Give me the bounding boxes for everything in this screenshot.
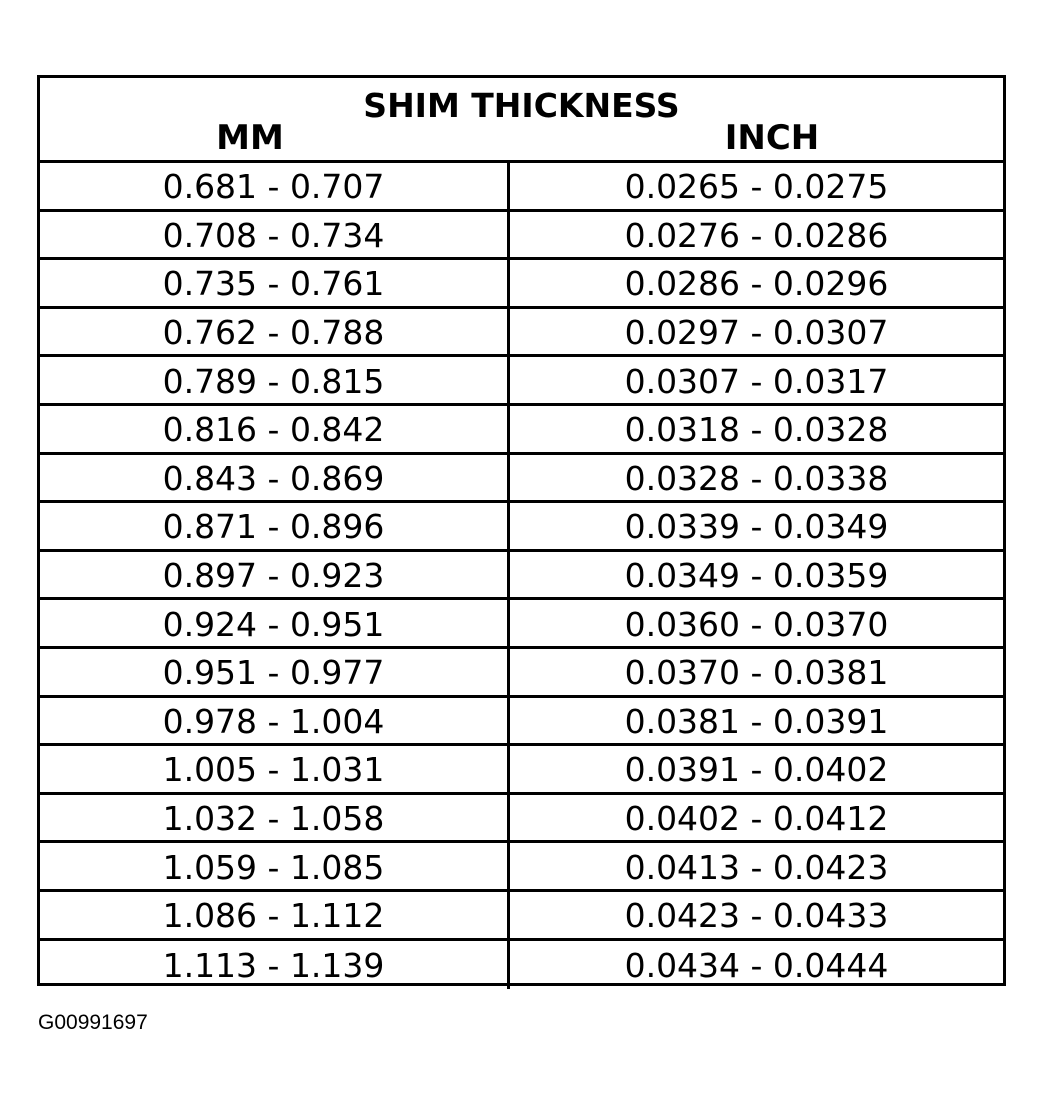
cell-inch: 0.0370 - 0.0381 <box>624 653 889 693</box>
cell-mm: 1.086 - 1.112 <box>40 892 510 938</box>
cell-mm: 0.762 - 0.788 <box>40 309 510 355</box>
cell-mm: 1.113 - 1.139 <box>40 941 510 990</box>
cell-mm: 0.681 - 0.707 <box>40 163 510 209</box>
table-row <box>40 600 1003 649</box>
table-row <box>40 406 1003 455</box>
table-row <box>40 260 1003 309</box>
cell-mm: 0.708 - 0.734 <box>40 212 510 258</box>
column-header-mm: MM <box>216 118 284 158</box>
cell-mm: 1.032 - 1.058 <box>40 795 510 841</box>
table-row <box>40 649 1003 698</box>
table-row <box>40 309 1003 358</box>
cell-inch: 0.0391 - 0.0402 <box>624 750 889 790</box>
cell-inch: 0.0339 - 0.0349 <box>624 507 889 547</box>
shim-thickness-table <box>37 75 1006 986</box>
column-header-inch: INCH <box>724 118 820 158</box>
cell-inch: 0.0434 - 0.0444 <box>624 946 889 986</box>
cell-inch: 0.0381 - 0.0391 <box>624 701 889 741</box>
table-row <box>40 795 1003 844</box>
table-body <box>40 163 1003 989</box>
cell-inch: 0.0349 - 0.0359 <box>624 556 889 596</box>
figure-reference-id: G00991697 <box>38 1011 148 1034</box>
cell-mm: 0.924 - 0.951 <box>40 600 510 646</box>
table-title: SHIM THICKNESS <box>363 86 680 125</box>
cell-mm: 0.789 - 0.815 <box>40 357 510 403</box>
cell-inch: 0.0276 - 0.0286 <box>624 215 889 255</box>
cell-inch: 0.0413 - 0.0423 <box>624 847 889 887</box>
cell-inch: 0.0360 - 0.0370 <box>624 604 889 644</box>
table-row <box>40 455 1003 504</box>
table-row <box>40 941 1003 990</box>
cell-mm: 1.005 - 1.031 <box>40 746 510 792</box>
table-row <box>40 163 1003 212</box>
table-row <box>40 892 1003 941</box>
table-row <box>40 552 1003 601</box>
cell-mm: 1.059 - 1.085 <box>40 843 510 889</box>
cell-inch: 0.0286 - 0.0296 <box>624 264 889 304</box>
table-row <box>40 503 1003 552</box>
table-row <box>40 843 1003 892</box>
cell-mm: 0.897 - 0.923 <box>40 552 510 598</box>
cell-inch: 0.0328 - 0.0338 <box>624 458 889 498</box>
table-row <box>40 698 1003 747</box>
cell-inch: 0.0265 - 0.0275 <box>624 167 889 207</box>
cell-mm: 0.871 - 0.896 <box>40 503 510 549</box>
cell-mm: 0.843 - 0.869 <box>40 455 510 501</box>
table-row <box>40 746 1003 795</box>
cell-mm: 0.816 - 0.842 <box>40 406 510 452</box>
table-row <box>40 212 1003 261</box>
cell-inch: 0.0307 - 0.0317 <box>624 361 889 401</box>
cell-mm: 0.951 - 0.977 <box>40 649 510 695</box>
table-row <box>40 357 1003 406</box>
cell-mm: 0.978 - 1.004 <box>40 698 510 744</box>
table-header <box>40 78 1003 163</box>
cell-inch: 0.0402 - 0.0412 <box>624 799 889 839</box>
cell-inch: 0.0297 - 0.0307 <box>624 313 889 353</box>
cell-inch: 0.0318 - 0.0328 <box>624 410 889 450</box>
cell-mm: 0.735 - 0.761 <box>40 260 510 306</box>
cell-inch: 0.0423 - 0.0433 <box>624 896 889 936</box>
